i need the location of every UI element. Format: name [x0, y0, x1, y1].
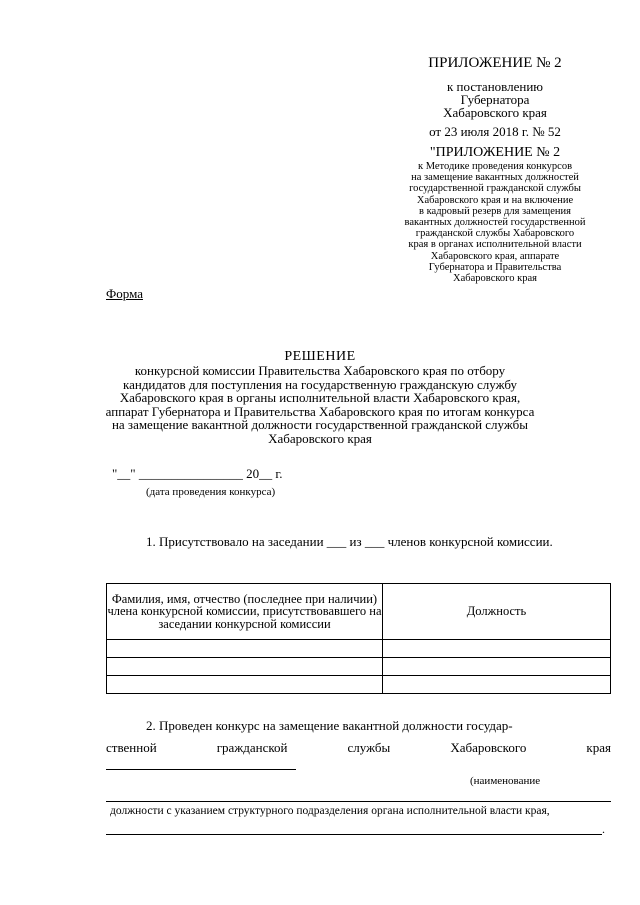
appendix-heading: ПРИЛОЖЕНИЕ № 2 [428, 55, 562, 71]
table-row [107, 658, 611, 676]
table-row [107, 676, 611, 694]
methodology-line: Хабаровского края и на включение [416, 194, 574, 206]
methodology-line: на замещение вакантных должностей [411, 172, 579, 184]
word: службы [347, 740, 391, 755]
word: ственной [106, 740, 157, 755]
trailing-dot: . [602, 822, 605, 836]
methodology-line: к Методике проведения конкурсов [417, 161, 573, 172]
subtitle-line: на замещение вакантной должности государственной гражданской службы [111, 417, 529, 433]
methodology-line: гражданской службы Хабаровского [415, 228, 575, 240]
word: Хабаровского [450, 740, 527, 755]
appendix-heading-2: "ПРИЛОЖЕНИЕ № 2 [429, 145, 561, 160]
methodology-line: Хабаровского края, аппарате [430, 250, 560, 262]
name-caption: (наименование [470, 775, 541, 787]
methodology-line: Хабаровского края [453, 273, 537, 285]
resolution-date: от 23 июля 2018 г. № 52 [429, 124, 561, 139]
methodology-reference [380, 161, 610, 284]
subtitle-line: Хабаровского края [268, 430, 372, 446]
table-cell [107, 658, 383, 676]
meeting-date-line: "__" ________________ 20__ г. [112, 466, 283, 481]
subtitle-line: кандидатов для поступления на государственную гражданскую службу [122, 376, 518, 392]
table-cell [107, 676, 383, 694]
methodology-line: вакантных должностей государственной [404, 217, 586, 229]
table-cell [383, 676, 611, 694]
meeting-date-caption: (дата проведения конкурса) [146, 486, 276, 498]
resolution-line: к постановлению [446, 79, 544, 94]
document-title: РЕШЕНИЕ [284, 349, 356, 364]
table-cell [383, 658, 611, 676]
document-subtitle [100, 364, 540, 446]
table-header-row [107, 584, 611, 640]
subtitle-line: конкурсной комиссии Правительства Хабаровского края по отбору [134, 363, 506, 378]
subtitle-line: Хабаровского края в органы исполнительной власти Хабаровского края, [119, 390, 521, 406]
table-header-position: Должность [383, 584, 611, 640]
resolution-reference [400, 80, 590, 119]
members-table [106, 583, 611, 694]
competition-line-2 [106, 737, 611, 759]
word: края [586, 740, 611, 755]
resolution-line: Губернатора [460, 92, 530, 107]
fill-in-line [106, 834, 602, 835]
table-row [107, 640, 611, 658]
attendance-paragraph: 1. Присутствовало на заседании ___ из ___ членов конкурсной комиссии. [146, 534, 553, 549]
competition-paragraph [106, 715, 611, 759]
word: гражданской [216, 740, 288, 755]
table-cell [107, 640, 383, 658]
fill-in-line [106, 769, 296, 770]
methodology-line: в кадровый резерв для замещения [419, 205, 571, 217]
table-cell [383, 640, 611, 658]
competition-line-1: 2. Проведен конкурс на замещение вакантной должности государ- [146, 718, 513, 733]
methodology-line: Губернатора и Правительства [428, 261, 562, 273]
fill-in-line [106, 801, 611, 802]
methodology-line: государственной гражданской службы [409, 183, 581, 195]
form-label: Форма [106, 286, 143, 301]
table-header-name: Фамилия, имя, отчество (последнее при наличии) члена конкурсной комиссии, присутствовавшего на заседании конкурсной комиссии [107, 584, 383, 640]
resolution-line: Хабаровского края [443, 105, 547, 120]
methodology-line: края в органах исполнительной власти [408, 239, 582, 251]
position-caption: должности с указанием структурного подразделения органа исполнительной власти края, [110, 805, 550, 817]
subtitle-line: аппарат Губернатора и Правительства Хабаровского края по итогам конкурса [105, 403, 535, 419]
